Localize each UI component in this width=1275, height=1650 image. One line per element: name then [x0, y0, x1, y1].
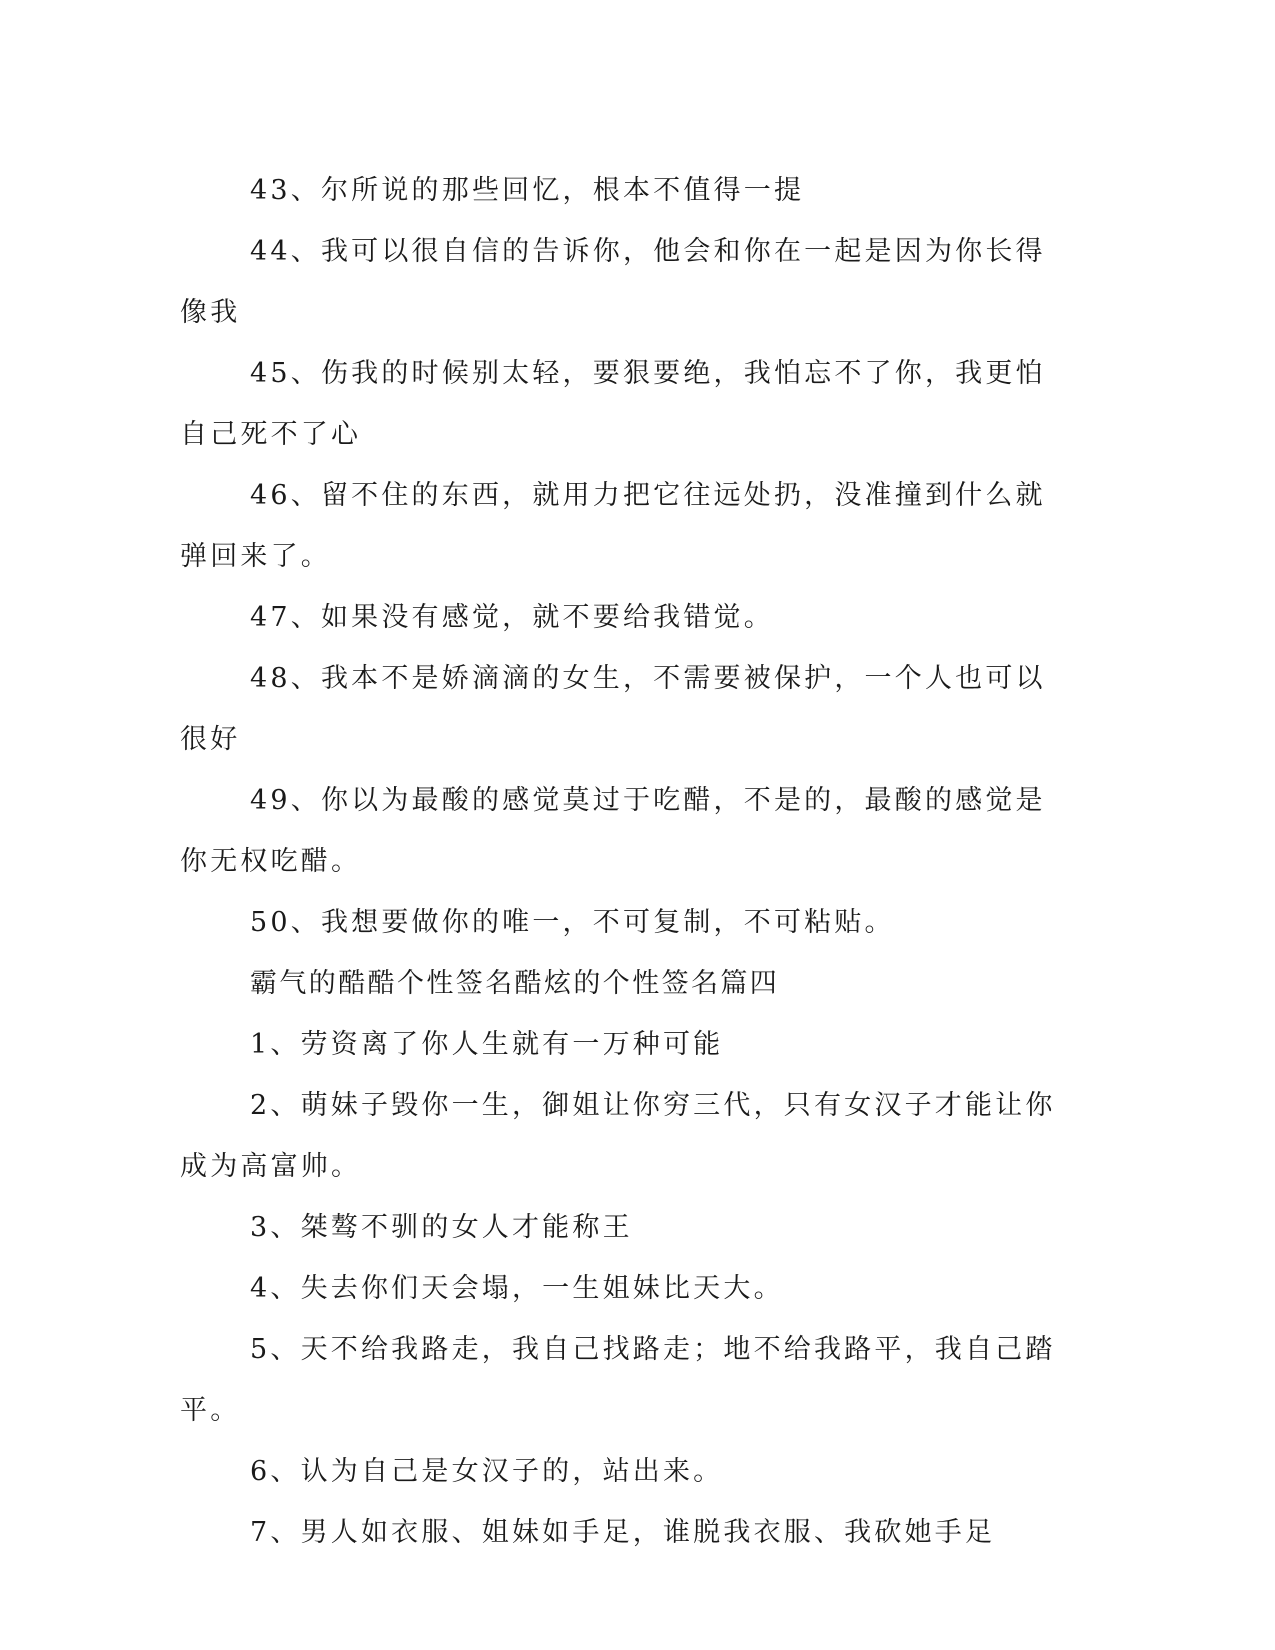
list-item: 1、劳资离了你人生就有一万种可能 [250, 1029, 724, 1060]
list-item: 6、认为自己是女汉子的，站出来。 [250, 1456, 724, 1487]
list-item: 45、伤我的时候别太轻，要狠要绝，我怕忘不了你，我更怕自己死不了心 [180, 358, 1046, 450]
list-item: 5、天不给我路走，我自己找路走；地不给我路平，我自己踏平。 [180, 1334, 1056, 1426]
list-item: 49、你以为最酸的感觉莫过于吃醋，不是的，最酸的感觉是你无权吃醋。 [180, 785, 1046, 877]
list-item: 43、尔所说的那些回忆，根本不值得一提 [250, 175, 805, 206]
list-item: 46、留不住的东西，就用力把它往远处扔，没准撞到什么就弹回来了。 [180, 480, 1046, 572]
list-item: 44、我可以很自信的告诉你，他会和你在一起是因为你长得像我 [180, 236, 1046, 328]
section-heading: 霸气的酷酷个性签名酷炫的个性签名篇四 [250, 968, 780, 999]
list-item: 7、男人如衣服、姐妹如手足，谁脱我衣服、我砍她手足 [250, 1517, 996, 1548]
list-item: 47、如果没有感觉，就不要给我错觉。 [250, 602, 774, 633]
list-item: 48、我本不是娇滴滴的女生，不需要被保护，一个人也可以很好 [180, 663, 1046, 755]
list-item: 50、我想要做你的唯一，不可复制，不可粘贴。 [250, 907, 895, 938]
list-item: 3、桀骜不驯的女人才能称王 [250, 1212, 633, 1243]
list-item: 2、萌妹子毁你一生，御姐让你穷三代，只有女汉子才能让你成为高富帅。 [180, 1090, 1056, 1182]
document-body [180, 160, 1060, 1563]
list-item: 4、失去你们天会塌，一生姐妹比天大。 [250, 1273, 784, 1304]
